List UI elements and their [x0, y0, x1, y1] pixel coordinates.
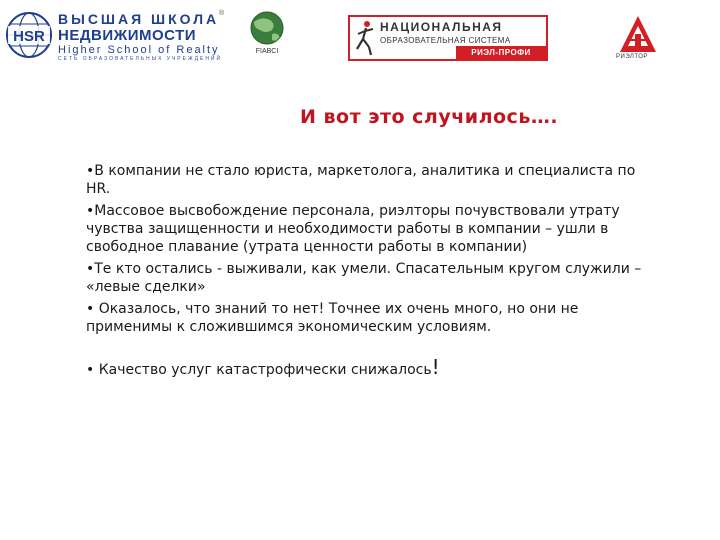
hsr-text-block [58, 10, 225, 63]
bullet-item: •Массовое высвобождение персонала, риэлторы почувствовали утрату чувства защищенности и необходимости работы в компании – ушли в свободное плавание (утрата ценности работы в компании) [86, 203, 620, 255]
hsr-logo [4, 10, 234, 62]
bullet-item: • Оказалось, что знаний то нет! Точнее их очень много, но они не применимы к сложившимся экономическим условиям. [86, 301, 579, 335]
hsr-globe-icon [4, 10, 54, 60]
bullet-item: •В компании не стало юриста, маркетолога, аналитика и специалиста по HR. [86, 163, 636, 197]
last-bullet-text: • Качество услуг катастрофически снижалось [86, 362, 432, 378]
slide-content [86, 162, 646, 383]
registered-mark: ® [219, 10, 225, 17]
hsr-mark-text: HSR [13, 28, 45, 45]
fiabci-label: FIABCI [255, 48, 279, 55]
runner-icon [352, 19, 378, 57]
hsr-line3: Higher School of Realty [58, 44, 220, 56]
hsr-line4: СЕТЬ ОБРАЗОВАТЕЛЬНЫХ УЧРЕЖДЕНИЙ [58, 56, 223, 62]
header [0, 0, 720, 80]
nes-bar-text: РИЭЛ-ПРОФИ [471, 48, 531, 57]
national-education-system-logo [348, 15, 548, 61]
fiabci-globe-icon [242, 10, 292, 50]
hsr-line1: ВЫСШАЯ ШКОЛА [58, 11, 220, 27]
last-bullet-mark: ! [431, 355, 440, 379]
nes-bar [456, 46, 546, 59]
hsr-line2: НЕДВИЖИМОСТИ [58, 27, 197, 44]
fiabci-logo [242, 10, 292, 60]
bullet-item-last [86, 355, 646, 379]
nes-title: НАЦИОНАЛЬНАЯ [380, 20, 503, 34]
slide-title: И вот это случилось…. [300, 106, 559, 128]
realtor-label: РИЭЛТОР [616, 54, 648, 60]
bullet-item: •Те кто остались - выживали, как умели. Спасательным кругом служили – «левые сделки» [86, 261, 642, 295]
nes-subtitle: ОБРАЗОВАТЕЛЬНАЯ СИСТЕМА [380, 36, 511, 45]
